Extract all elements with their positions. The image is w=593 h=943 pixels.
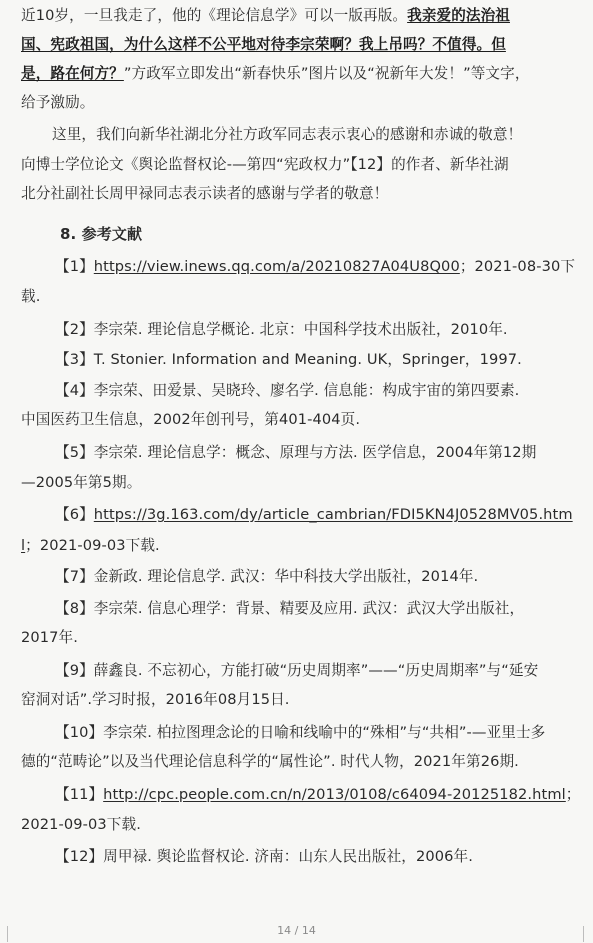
intro-line-3: 是，路在何方？”方政军立即发出“新春快乐”图片以及“祝新年大发！”等文字， [21,65,530,82]
reference-6-link[interactable]: https://3g.163.com/dy/article_cambrian/FDI5KN4J0528MV05.htm [93,506,573,523]
thanks-line-2: 向博士学位论文《舆论监督权论-—第四“宪政权力”【12】的作者、新华社湖 [21,156,509,173]
reference-5: 【5】李宗荣. 理论信息学：概念、原理与方法. 医学信息，2004年第12期 [55,444,537,461]
reference-6-cont: l；2021-09-03下载. [21,537,160,554]
reference-9: 【9】薛鑫良. 不忘初心，方能打破“历史周期率”——“历史周期率”与“延安 [55,662,539,679]
reference-7: 【7】金新政. 理论信息学. 武汉：华中科技大学出版社，2014年. [55,568,479,585]
reference-5-cont: —2005年第5期。 [21,474,142,491]
reference-2: 【2】李宗荣. 理论信息学概论. 北京：中国科学技术出版社，2010年. [55,321,508,338]
reference-6-link-cont[interactable]: l [21,537,26,554]
reference-1-cont: 载. [21,288,41,305]
page-indicator: 14 / 14 [277,924,316,937]
reference-11-link[interactable]: http://cpc.people.com.cn/n/2013/0108/c64094-20125182.html [103,786,566,803]
reference-10: 【10】李宗荣. 柏拉图理念论的日喻和线喻中的“殊相”与“共相”-—亚里士多 [55,724,546,741]
reference-1-link[interactable]: https://view.inews.qq.com/a/20210827A04U8Q00 [93,258,460,275]
reference-4: 【4】李宗荣、田爱景、吴晓玲、廖名学. 信息能：构成宇宙的第四要素. [55,382,520,399]
reference-1: 【1】https://view.inews.qq.com/a/20210827A04U8Q00；2021-08-30下 [55,258,576,275]
thanks-line-1: 这里，我们向新华社湖北分社方政军同志表示衷心的感谢和赤诚的敬意！ [52,126,523,143]
reference-11-cont: 2021-09-03下载. [21,816,141,833]
reference-4-cont: 中国医药卫生信息，2002年创刊号，第401-404页. [21,411,361,428]
reference-3: 【3】T. Stonier. Information and Meaning. UK，Springer，1997. [55,351,522,368]
reference-9-cont: 窑洞对话”.学习时报，2016年08月15日. [21,691,290,708]
thanks-line-3: 北分社副社长周甲禄同志表示读者的感谢与学者的敬意！ [21,185,389,202]
reference-6: 【6】https://3g.163.com/dy/article_cambrian/FDI5KN4J0528MV05.htm [55,506,573,523]
intro-line-4: 给予激励。 [21,94,95,111]
reference-10-cont: 德的“范畴论”以及当代理论信息科学的“属性论”. 时代人物，2021年第26期. [21,753,519,770]
intro-line-2: 国、宪政祖国，为什么这样不公平地对待李宗荣啊？我上吊吗？不值得。但 [21,36,506,53]
reference-8-cont: 2017年. [21,629,78,646]
reference-11: 【11】http://cpc.people.com.cn/n/2013/0108/c64094-20125182.html； [55,786,581,803]
reference-12: 【12】周甲禄. 舆论监督权论. 济南：山东人民出版社，2006年. [55,848,473,865]
reference-8: 【8】李宗荣. 信息心理学：背景、精要及应用. 武汉：武汉大学出版社， [55,600,525,617]
intro-line-1: 近10岁，一旦我走了，他的《理论信息学》可以一版再版。我亲爱的法治祖 [21,7,510,24]
references-heading: 8. 参考文献 [60,225,143,243]
